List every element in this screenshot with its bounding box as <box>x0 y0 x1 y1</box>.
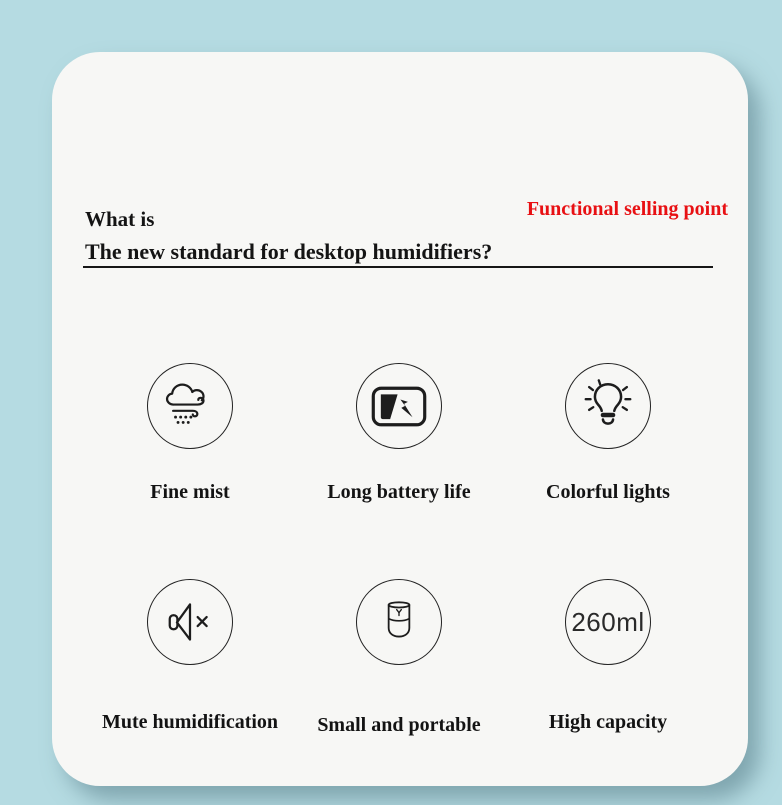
selling-point-tag: Functional selling point <box>526 198 728 220</box>
capacity-circle <box>565 579 651 665</box>
cloud-mist-icon <box>163 379 217 433</box>
feature-label: Mute humidification <box>101 711 279 733</box>
headline-line1: What is <box>85 207 155 231</box>
feature-high-capacity <box>498 579 718 734</box>
feature-label: Small and portable <box>317 714 481 736</box>
icon-circle <box>565 363 651 449</box>
capacity-value: 260ml <box>571 606 645 637</box>
feature-long-battery-life <box>289 363 509 504</box>
feature-label: Fine mist <box>150 481 230 503</box>
headline-divider <box>83 266 713 268</box>
product-card <box>52 52 748 786</box>
icon-circle <box>147 579 233 665</box>
headline-line2: The new standard for desktop humidifiers? <box>85 239 493 264</box>
feature-label: Colorful lights <box>546 481 670 503</box>
icon-circle <box>147 363 233 449</box>
battery-charging-icon <box>371 386 427 427</box>
feature-fine-mist <box>80 363 300 504</box>
icon-circle <box>356 363 442 449</box>
feature-label: High capacity <box>548 711 668 733</box>
feature-label: Long battery life <box>327 481 471 503</box>
speaker-mute-icon <box>163 595 217 649</box>
humidifier-icon <box>372 595 426 649</box>
icon-circle <box>356 579 442 665</box>
light-bulb-icon <box>577 375 639 437</box>
feature-colorful-lights <box>498 363 718 504</box>
humidifier-logo <box>397 610 402 616</box>
feature-mute-humidification <box>80 579 300 734</box>
feature-small-and-portable <box>289 579 509 737</box>
